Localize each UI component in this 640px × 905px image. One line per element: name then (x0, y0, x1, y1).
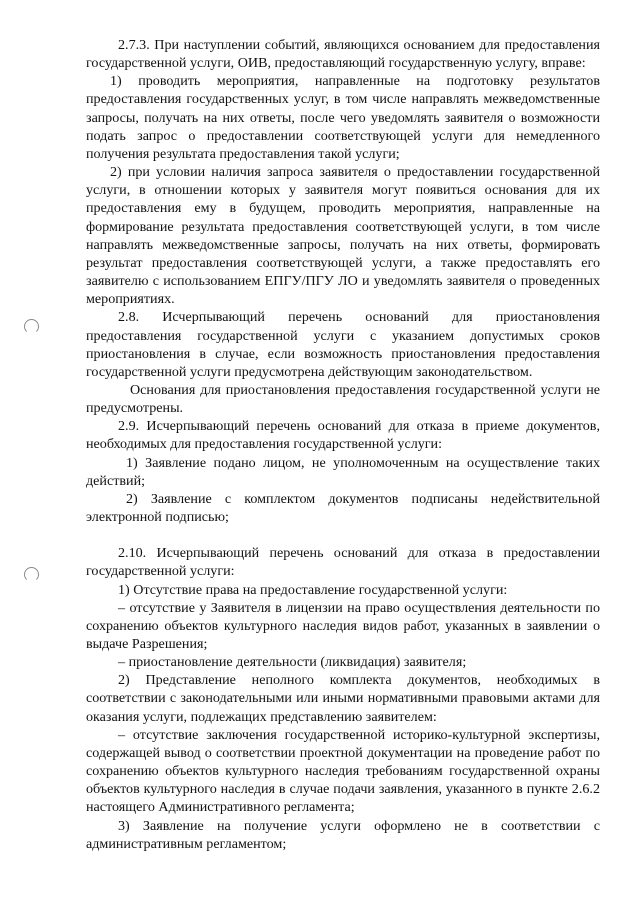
paragraph-2-10-item-1: 1) Отсутствие права на предоставление государственной услуги: (118, 581, 508, 598)
paragraph-2-10-item-1-dash-1: – отсутствие у Заявителя в лицензии на право осуществления деятельности по сохранению объектов культурного наследия видов работ, указанных в заявлении о выдаче Разрешения; (86, 599, 600, 652)
paragraph-2-10: 2.10. Исчерпывающий перечень оснований для отказа в предоставлении государственной услуги: (86, 545, 600, 580)
paragraph-2-10-item-3: 3) Заявление на получение услуги оформлено не в соответствии с административным регламентом; (86, 817, 600, 852)
document-page (86, 36, 600, 853)
paragraph-2-8-note: Основания для приостановления предоставления государственной услуги не предусмотрены. (86, 381, 600, 417)
paragraph-2-9-item-1: 1) Заявление подано лицом, не уполномоченным на осуществление таких действий; (86, 454, 600, 489)
paragraph-2-9-item-2: 2) Заявление с комплектом документов подписаны недействительной электронной подписью; (86, 490, 600, 526)
paragraph-2-10-item-1-dash-2: – приостановление деятельности (ликвидация) заявителя; (118, 654, 467, 671)
paragraph-2-10-item-2: 2) Представление неполного комплекта документов, необходимых в соответствии с законодательными или иными нормативными правовыми актами для оказания услуги, подлежащих представлению заявителем: (86, 672, 600, 725)
paragraph-2-9: 2.9. Исчерпывающий перечень оснований для отказа в приеме документов, необходимых для предоставления государственной услуги: (86, 418, 600, 453)
paragraph-2-7-3-item-2: 2) при условии наличия запроса заявителя о предоставлении государственной услуги, в отношении которых у заявителя могут появиться основания для их предоставления ему в будущем, проводить мероприятия, направленные на формирование результата предоставления соответствующей услуги, в том числе направлять межведомственные запросы, получать на них ответы, формировать результат предоставления соответствующей услуги, а также предоставлять его заявителю с использованием ЕПГУ/ПГУ ЛО и уведомлять заявителя о проведенных мероприятиях. (86, 164, 600, 308)
punch-hole-mark (24, 319, 39, 334)
paragraph-2-8: 2.8. Исчерпывающий перечень оснований для приостановления предоставления государственной услуги с указанием допустимых сроков приостановления в случае, если возможность приостановления предоставления государственной услуги предусмотрена действующим законодательством. (86, 309, 600, 380)
blank-line (86, 526, 600, 544)
punch-hole-mark (24, 567, 39, 582)
paragraph-2-10-item-2-dash-1: – отсутствие заключения государственной историко-культурной экспертизы, содержащей вывод о соответствии проектной документации на проведение работ по сохранению объектов культурного наследия требованиям государственной охраны объектов культурного наследия в случае подачи заявления, указанного в пункте 2.6.2 настоящего Административного регламента; (86, 726, 600, 816)
paragraph-2-7-3-item-1: 1) проводить мероприятия, направленные на подготовку результатов предоставления государственных услуг, в том числе направлять межведомственные запросы, получать на них ответы, после чего уведомлять заявителя о возможности подать запрос о предоставлении соответствующей услуги для немедленного получения результата предоставления такой услуги; (86, 73, 600, 162)
paragraph-2-7-3: 2.7.3. При наступлении событий, являющихся основанием для предоставления государственной услуги, ОИВ, предоставляющий государственную услугу, вправе: (86, 37, 600, 72)
